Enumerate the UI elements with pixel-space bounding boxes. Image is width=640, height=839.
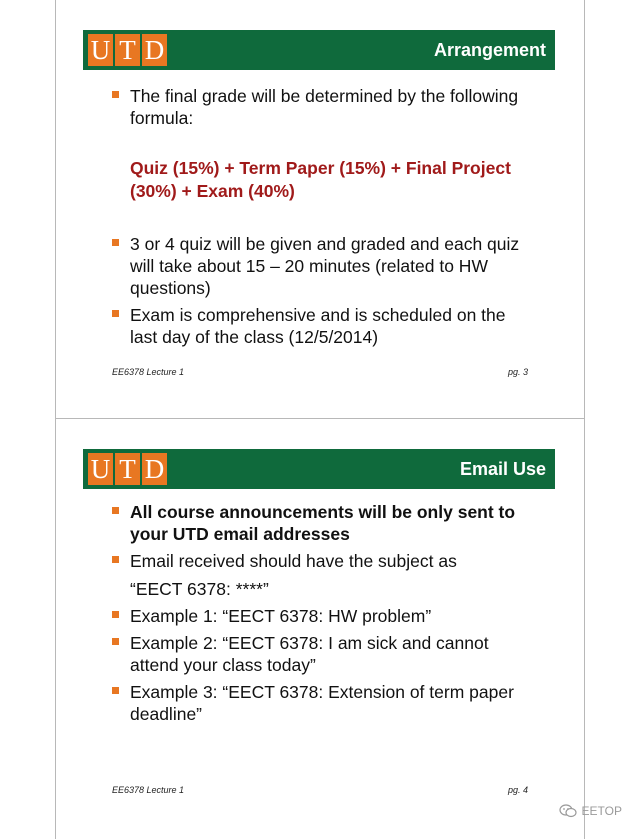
grade-formula: Quiz (15%) + Term Paper (15%) + Final Project (30%) + Exam (40%)	[130, 158, 511, 201]
logo-letter-u: U	[88, 34, 113, 66]
logo-letter-u: U	[88, 453, 113, 485]
watermark-text: EETOP	[581, 804, 622, 818]
bullet-subline: “EECT 6378: ****”	[130, 579, 269, 599]
wechat-icon	[559, 804, 577, 818]
logo-letter-t: T	[115, 453, 140, 485]
slide-header	[83, 30, 555, 70]
slide-body	[112, 85, 532, 348]
bullet-item: 3 or 4 quiz will be given and graded and each quiz will take about 15 – 20 minutes (related to HW questions)	[112, 233, 532, 299]
watermark	[559, 804, 622, 818]
utd-logo	[88, 453, 167, 485]
bullet-item	[112, 550, 532, 600]
slide-email-use	[55, 419, 585, 839]
slide-title: Email Use	[459, 459, 546, 479]
footer-course: EE6378 Lecture 1	[112, 785, 185, 795]
slide-body	[112, 501, 532, 725]
bullet-text: Email received should have the subject as	[130, 551, 457, 571]
logo-letter-d: D	[142, 453, 167, 485]
bullet-item: Example 2: “EECT 6378: I am sick and cannot attend your class today”	[112, 632, 532, 676]
slide-title: Arrangement	[433, 40, 546, 60]
slide-header	[83, 449, 555, 489]
bullet-item: Example 3: “EECT 6378: Extension of term paper deadline”	[112, 681, 532, 725]
footer-course: EE6378 Lecture 1	[112, 367, 185, 377]
bullet-item: All course announcements will be only sent to your UTD email addresses	[112, 501, 532, 545]
slide-arrangement	[55, 0, 585, 418]
logo-letter-d: D	[142, 34, 167, 66]
bullet-item: The final grade will be determined by the following formula:	[112, 85, 532, 129]
logo-letter-t: T	[115, 34, 140, 66]
bullet-item: Example 1: “EECT 6378: HW problem”	[112, 605, 532, 627]
footer-page-number: pg. 3	[507, 367, 528, 377]
footer-page-number: pg. 4	[507, 785, 528, 795]
bullet-item: Exam is comprehensive and is scheduled on the last day of the class (12/5/2014)	[112, 304, 532, 348]
utd-logo	[88, 34, 167, 66]
